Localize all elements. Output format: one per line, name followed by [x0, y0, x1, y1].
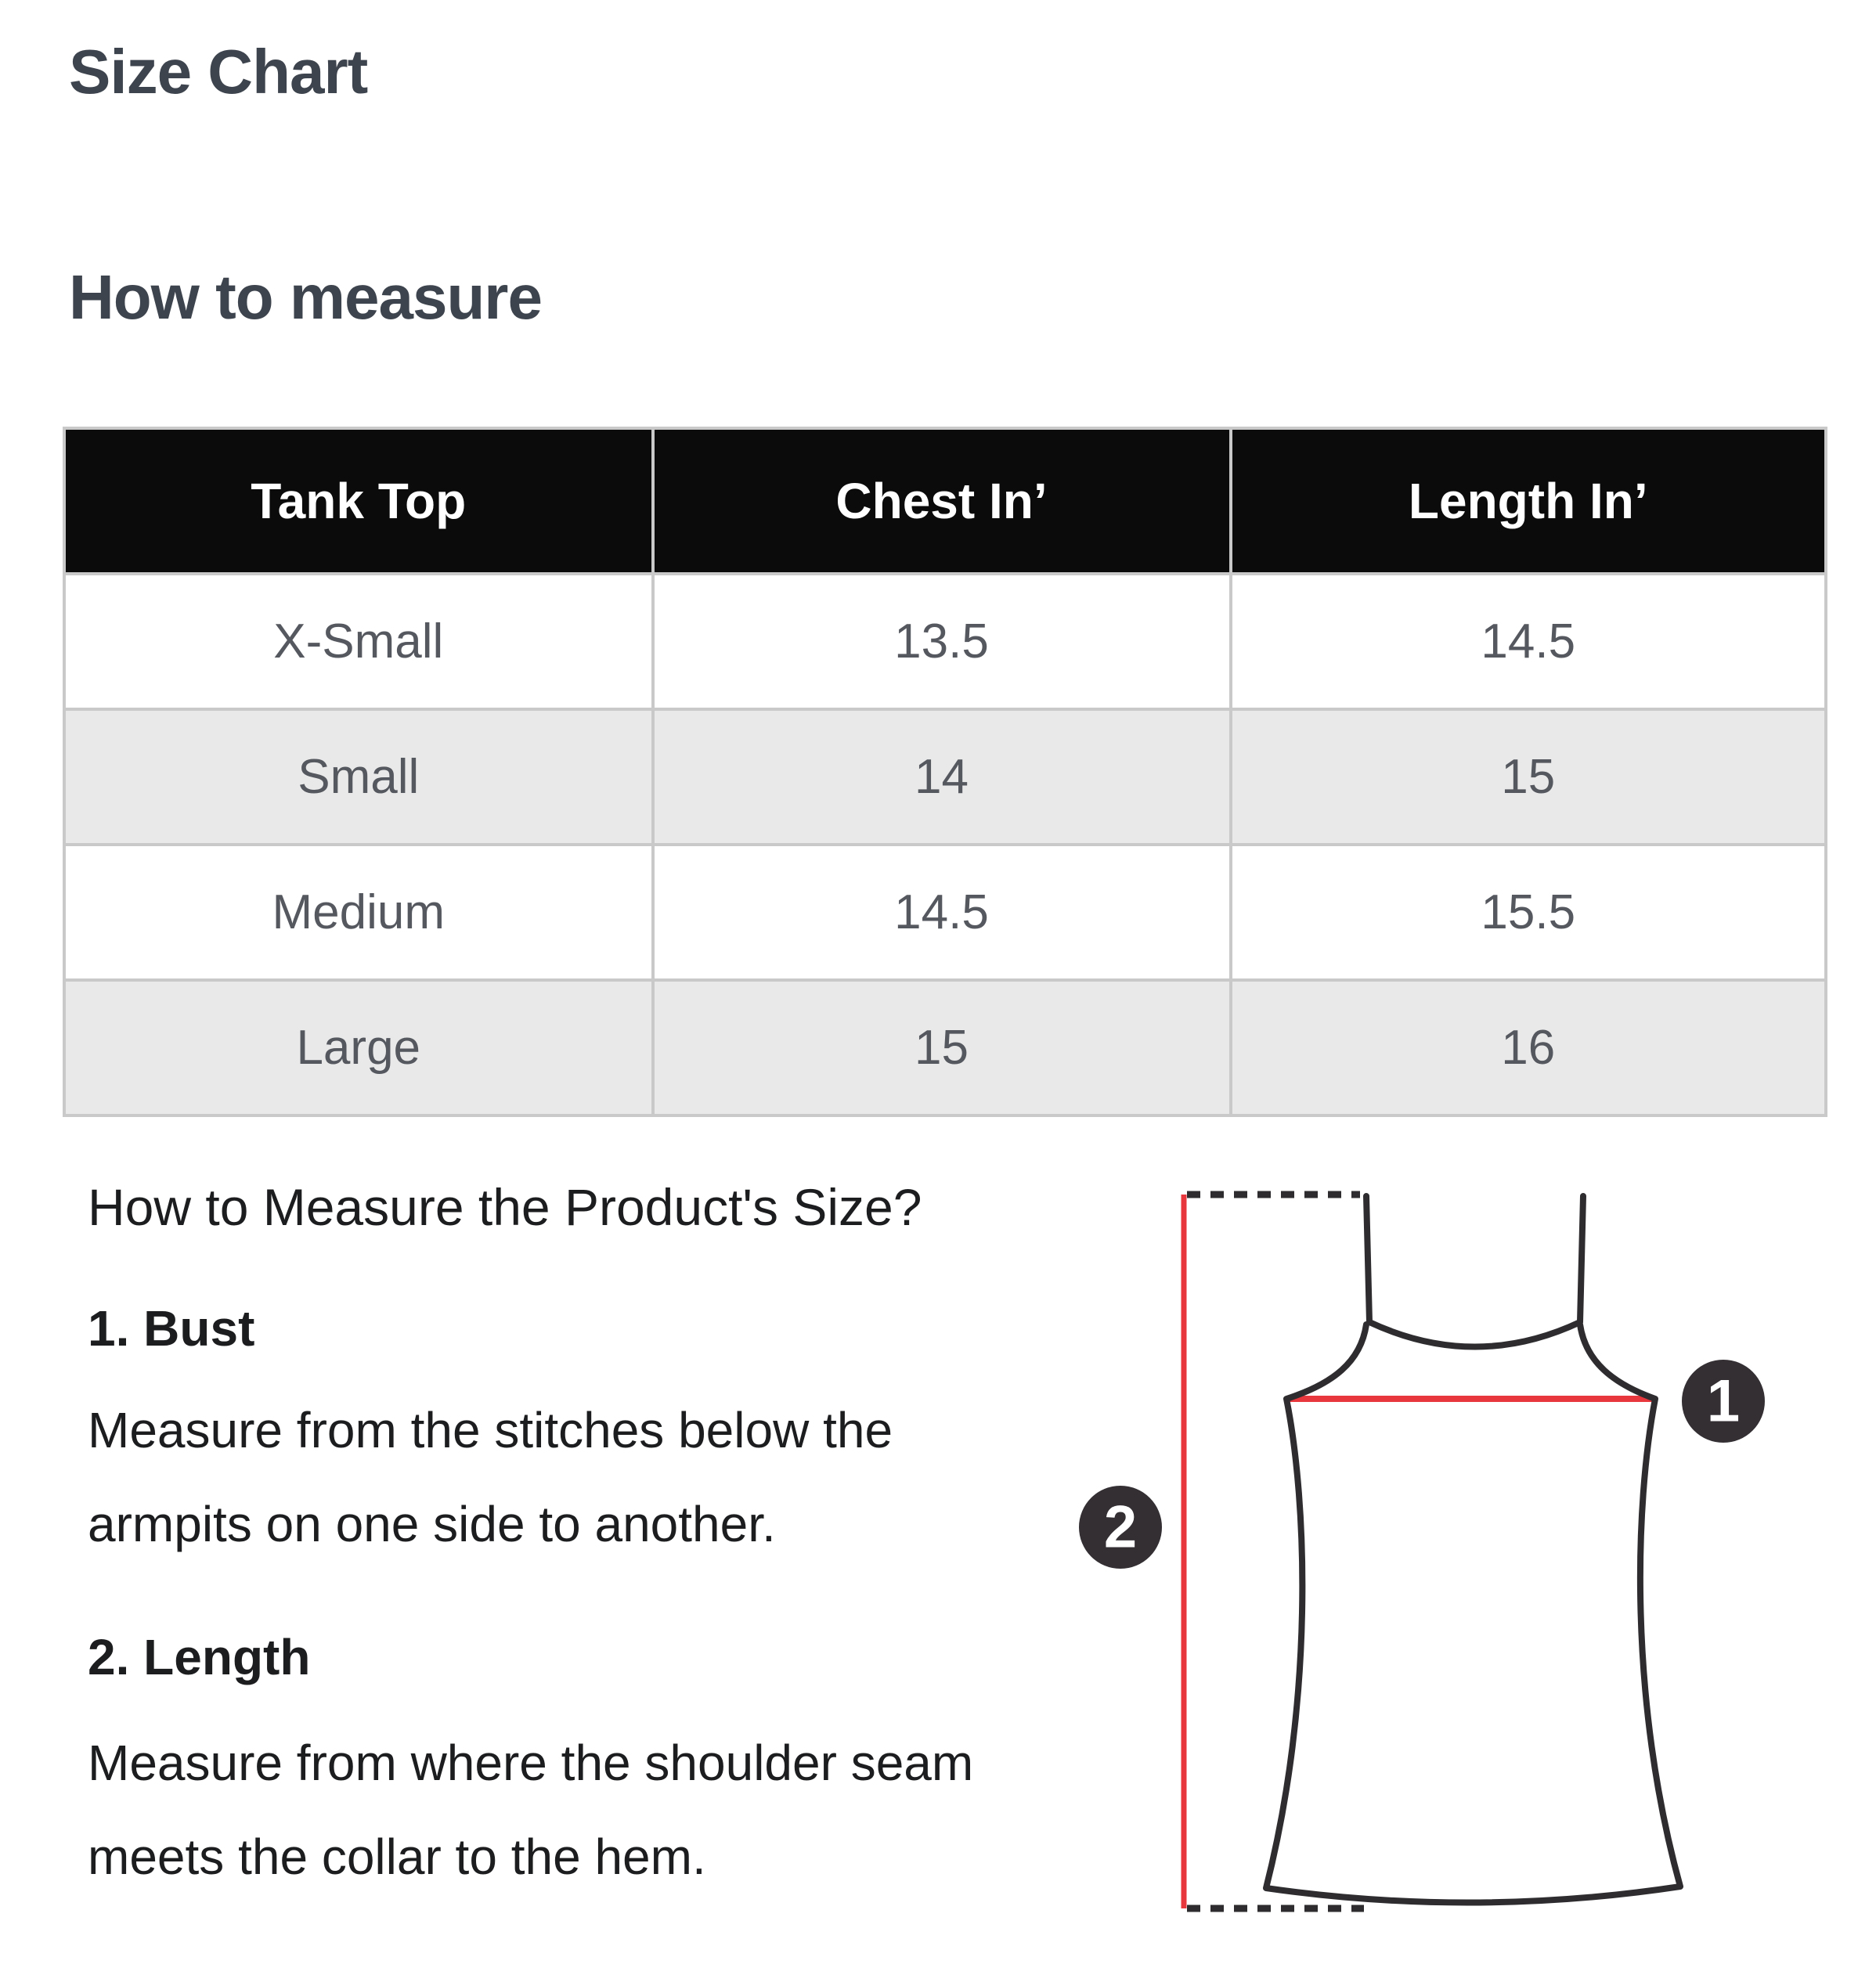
- step-2-length-label: 2. Length: [88, 1629, 311, 1685]
- instructions-heading: How to Measure the Product's Size?: [88, 1178, 922, 1236]
- table-row-large: [64, 980, 1826, 1115]
- chest-cell: 14: [653, 709, 1231, 845]
- step-1-text-line-2: armpits on one side to another.: [88, 1496, 776, 1552]
- chest-cell: 13.5: [653, 574, 1231, 709]
- size-table-header-row: [64, 428, 1826, 574]
- bust-marker-number: 1: [1706, 1368, 1741, 1435]
- size-cell: X-Small: [64, 574, 653, 709]
- bust-marker: [1682, 1360, 1765, 1443]
- column-header-tank-top: Tank Top: [64, 428, 653, 574]
- length-cell: 15.5: [1231, 845, 1827, 980]
- column-header-chest: Chest In’: [653, 428, 1231, 574]
- length-cell: 14.5: [1231, 574, 1827, 709]
- step-1-bust-text: [88, 1383, 1090, 1571]
- length-cell: 15: [1231, 709, 1827, 845]
- length-marker-number: 2: [1103, 1494, 1138, 1561]
- tank-top-diagram: [1041, 1137, 1876, 1964]
- column-header-length: Length In’: [1231, 428, 1827, 574]
- table-row-medium: [64, 845, 1826, 980]
- size-cell: Medium: [64, 845, 653, 980]
- step-2-text-line-2: meets the collar to the hem.: [88, 1829, 706, 1885]
- page-title: Size Chart: [69, 37, 368, 106]
- table-row-xsmall: [64, 574, 1826, 709]
- size-cell: Small: [64, 709, 653, 845]
- size-cell: Large: [64, 980, 653, 1115]
- section-heading-how-to-measure: How to measure: [69, 262, 542, 332]
- size-table: [63, 427, 1827, 1117]
- length-cell: 16: [1231, 980, 1827, 1115]
- table-row-small: [64, 709, 1826, 845]
- measuring-instructions: [88, 1160, 1090, 1904]
- size-chart-page: [0, 37, 1876, 1904]
- step-1-text-line-1: Measure from the stitches below the: [88, 1402, 893, 1458]
- step-2-text-line-1: Measure from where the shoulder seam: [88, 1735, 974, 1791]
- step-1-bust-label: 1. Bust: [88, 1300, 255, 1357]
- length-marker: [1079, 1486, 1162, 1569]
- chest-cell: 14.5: [653, 845, 1231, 980]
- chest-cell: 15: [653, 980, 1231, 1115]
- step-2-length-text: [88, 1716, 1090, 1904]
- tank-top-outline: [1266, 1196, 1680, 1903]
